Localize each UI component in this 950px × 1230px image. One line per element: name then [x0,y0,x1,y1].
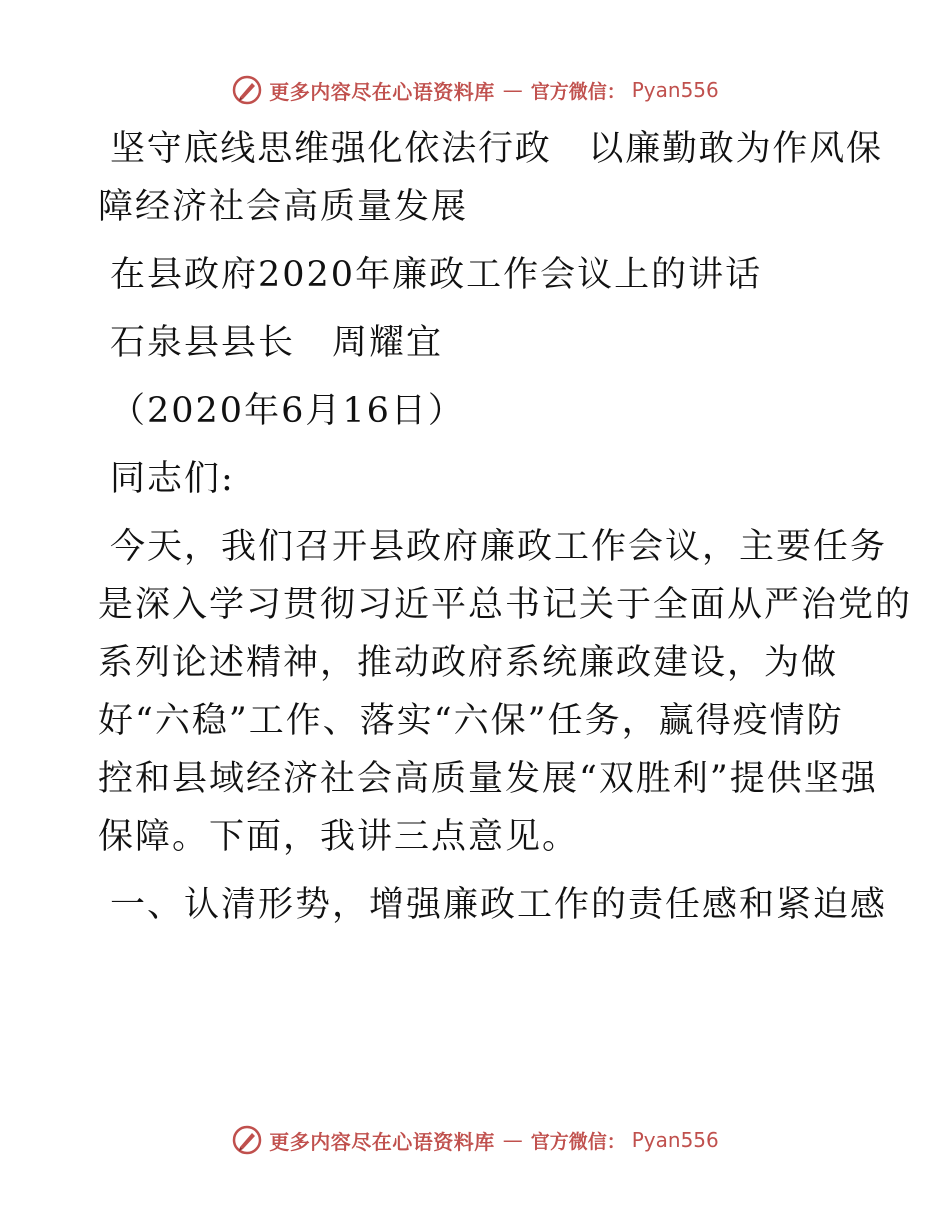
paragraph-line: 好“六稳”工作、落实“六保”任务，赢得疫情防 [98,701,844,741]
document-subtitle: 在县政府2020年廉政工作会议上的讲话 [110,255,763,295]
header-watermark [0,70,950,110]
paragraph-line: 是深入学习贯彻习近平总书记关于全面从严治党的 [98,585,913,625]
footer-watermark [0,1120,950,1160]
watermark-wechat-label: 官方微信： [530,1130,626,1153]
document-title-line-2: 障经济社会高质量发展 [98,187,469,227]
section-heading: 一、认清形势，增强廉政工作的责任感和紧迫感 [110,885,888,925]
document-paragraph [98,518,913,866]
watermark-wechat-id: Pyan556 [631,78,719,102]
watermark-dash: — [502,78,523,102]
watermark-wechat-label: 官方微信： [530,80,626,103]
pen-circle-icon [231,74,263,106]
document-title-line-1: 坚守底线思维强化依法行政 以廉勤敢为作风保 [110,129,883,169]
paragraph-line: 今天，我们召开县政府廉政工作会议，主要任务 [110,527,888,567]
document-body [98,120,913,934]
watermark-wechat-id: Pyan556 [631,1128,719,1152]
watermark-dash: — [502,1128,523,1152]
paragraph-line: 系列论述精神，推动政府系统廉政建设，为做 [98,643,839,683]
paragraph-line: 保障。下面，我讲三点意见。 [98,817,580,857]
watermark-brand-text: 更多内容尽在心语资料库 [269,79,495,104]
paragraph-line: 控和县域经济社会高质量发展“双胜利”提供坚强 [98,759,878,799]
watermark-brand-text: 更多内容尽在心语资料库 [269,1129,495,1154]
document-speaker: 石泉县县长 周耀宜 [110,323,444,363]
pen-circle-icon [231,1124,263,1156]
document-date: （2020年6月16日） [110,391,465,431]
document-greeting: 同志们: [110,459,235,499]
